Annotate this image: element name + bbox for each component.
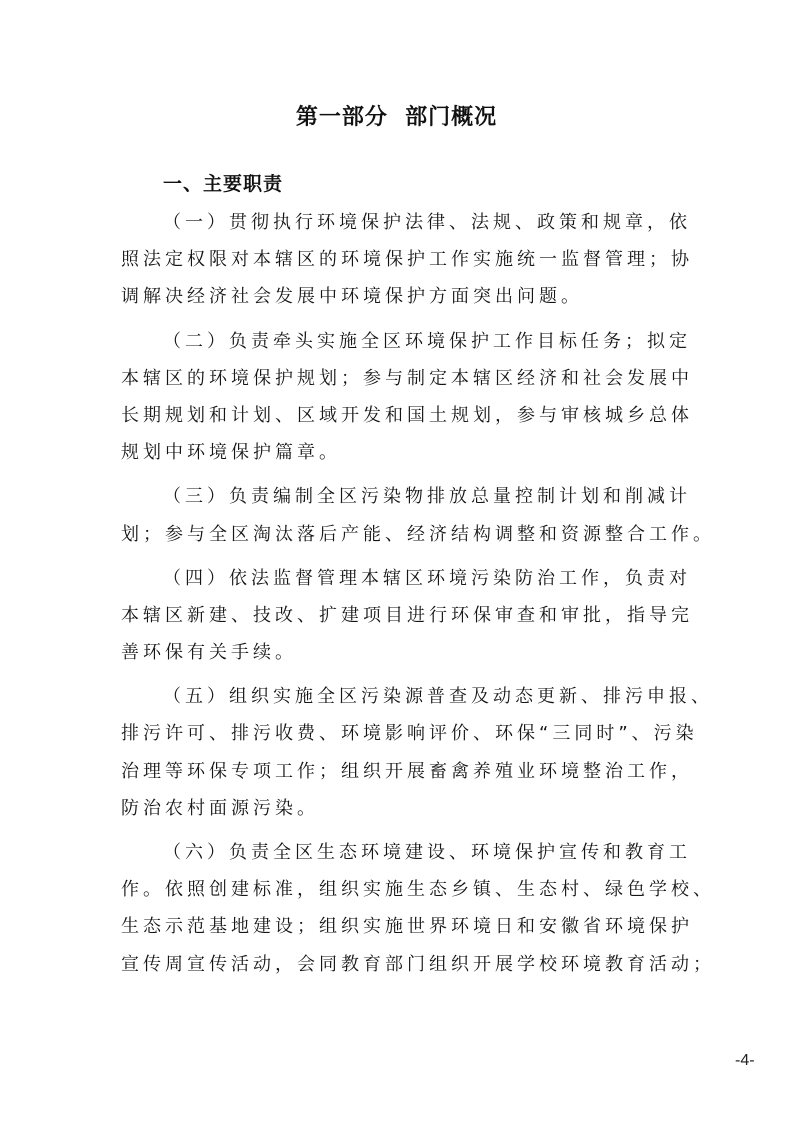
paragraph-4 <box>121 560 693 672</box>
page-title: 第一部分 部门概况 <box>295 105 498 130</box>
paragraph-5 <box>121 678 713 827</box>
paragraph-1 <box>121 204 693 316</box>
paragraph-line: 规划中环境保护篇章。 <box>121 442 341 464</box>
paragraph-line: 作。依照创建标准，组织实施生态乡镇、生态村、绿色学校、 <box>121 879 715 901</box>
paragraph-line: 长期规划和计划、区域开发和国土规划，参与审核城乡总体 <box>121 404 693 426</box>
page-number: -4- <box>735 1052 755 1069</box>
paragraph-line: 排污许可、排污收费、环境影响评价、环保“三同时”、污染 <box>121 723 698 745</box>
paragraph-3 <box>121 478 715 552</box>
paragraph-line: （四）依法监督管理本辖区环境污染防治工作，负责对 <box>163 567 691 589</box>
paragraph-line: （五）组织实施全区污染源普查及动态更新、排污申报、 <box>163 686 713 708</box>
paragraph-line: 本辖区新建、技改、扩建项目进行环保审查和审批，指导完 <box>121 604 693 626</box>
paragraph-line: 调解决经济社会发展中环境保护方面突出问题。 <box>121 286 583 308</box>
paragraph-line: 划；参与全区淘汰落后产能、经济结构调整和资源整合工作。 <box>121 523 715 545</box>
paragraph-line: （二）负责牵头实施全区环境保护工作目标任务；拟定 <box>163 330 691 352</box>
paragraph-line: （一）贯彻执行环境保护法律、法规、政策和规章，依 <box>163 212 691 233</box>
paragraph-line: 宣传周宣传活动，会同教育部门组织开展学校环境教育活动； <box>121 953 715 975</box>
paragraph-line: （六）负责全区生态环境建设、环境保护宣传和教育工 <box>163 842 691 863</box>
paragraph-2 <box>121 323 693 472</box>
paragraph-line: （三）负责编制全区污染物排放总量控制计划和削减计 <box>163 486 691 508</box>
paragraph-line: 防治农村面源污染。 <box>121 797 319 819</box>
paragraph-line: 照法定权限对本辖区的环境保护工作实施统一监督管理；协 <box>121 249 693 271</box>
paragraph-6 <box>121 834 715 983</box>
paragraph-line: 治理等环保专项工作；组织开展畜禽养殖业环境整治工作， <box>121 760 693 782</box>
paragraph-line: 生态示范基地建设；组织实施世界环境日和安徽省环境保护 <box>121 916 693 938</box>
paragraph-line: 善环保有关手续。 <box>121 642 297 664</box>
paragraph-line: 本辖区的环境保护规划；参与制定本辖区经济和社会发展中 <box>121 367 693 389</box>
section-heading: 一、主要职责 <box>163 173 284 195</box>
document-body <box>121 204 715 990</box>
